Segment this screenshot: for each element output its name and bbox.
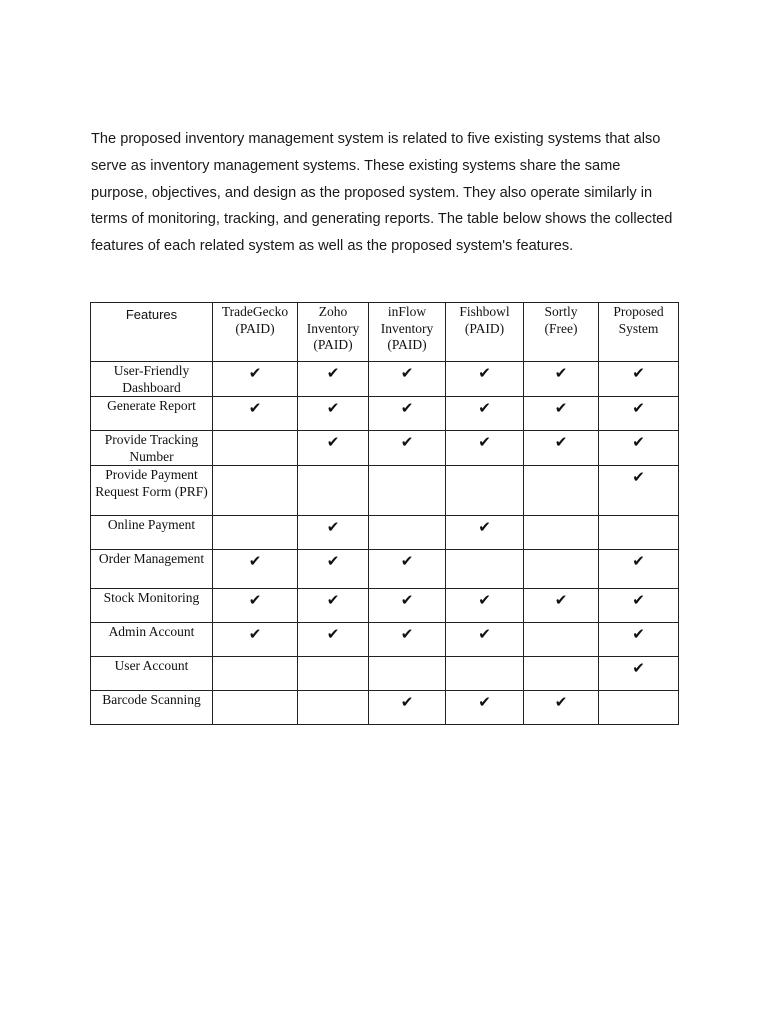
checkmark-icon: ✔	[446, 589, 524, 623]
column-header-label: Zoho Inventory (PAID)	[306, 304, 360, 352]
checkmark-icon: ✔	[213, 550, 298, 589]
feature-name-cell: User Account	[91, 657, 213, 691]
feature-comparison-table	[90, 302, 679, 725]
checkmark-icon: ✔	[298, 623, 369, 657]
checkmark-icon: ✔	[213, 362, 298, 397]
checkmark-icon: ✔	[446, 362, 524, 397]
proposed-system-column-header	[599, 303, 679, 362]
checkmark-icon: ✔	[599, 589, 679, 623]
fishbowl-column-header	[446, 303, 524, 362]
checkmark-icon: ✔	[599, 550, 679, 589]
checkmark-icon: ✔	[213, 623, 298, 657]
checkmark-icon: ✔	[213, 397, 298, 431]
checkmark-icon: ✔	[446, 623, 524, 657]
column-header-label: TradeGecko (PAID)	[221, 304, 289, 336]
sortly-column-header	[524, 303, 599, 362]
checkmark-icon: ✔	[599, 397, 679, 431]
empty-cell	[524, 657, 599, 691]
checkmark-icon: ✔	[298, 362, 369, 397]
checkmark-icon: ✔	[599, 623, 679, 657]
checkmark-icon: ✔	[369, 550, 446, 589]
checkmark-icon: ✔	[599, 657, 679, 691]
intro-paragraph: The proposed inventory management system is related to five existing systems that also serve as inventory management systems. These existing systems share the same purpose, objectives, and design as the proposed system. They also operate similarly in terms of monitoring, tracking, and generating reports. The table below shows the collected features of each related system as well as the proposed system's features.	[91, 131, 673, 255]
checkmark-icon: ✔	[524, 691, 599, 725]
checkmark-icon: ✔	[599, 362, 679, 397]
empty-cell	[298, 657, 369, 691]
checkmark-icon: ✔	[369, 691, 446, 725]
empty-cell	[524, 466, 599, 516]
feature-name-cell: Generate Report	[91, 397, 213, 431]
zoho-inventory-column-header	[298, 303, 369, 362]
table-body	[91, 362, 679, 725]
inflow-inventory-column-header	[369, 303, 446, 362]
empty-cell	[524, 550, 599, 589]
checkmark-icon: ✔	[524, 397, 599, 431]
table-row	[91, 623, 679, 657]
checkmark-icon: ✔	[369, 397, 446, 431]
checkmark-icon: ✔	[298, 516, 369, 550]
checkmark-icon: ✔	[524, 431, 599, 466]
feature-name-cell: Barcode Scanning	[91, 691, 213, 725]
checkmark-icon: ✔	[524, 362, 599, 397]
table-row	[91, 691, 679, 725]
table-row	[91, 466, 679, 516]
empty-cell	[524, 623, 599, 657]
checkmark-icon: ✔	[369, 589, 446, 623]
checkmark-icon: ✔	[446, 516, 524, 550]
column-header-label: Features	[125, 307, 178, 322]
checkmark-icon: ✔	[524, 589, 599, 623]
empty-cell	[446, 550, 524, 589]
checkmark-icon: ✔	[298, 550, 369, 589]
table-row	[91, 431, 679, 466]
checkmark-icon: ✔	[369, 362, 446, 397]
empty-cell	[369, 516, 446, 550]
column-header-label: Sortly (Free)	[544, 304, 578, 336]
feature-name-cell: Provide Tracking Number	[91, 431, 213, 466]
feature-name-cell: Stock Monitoring	[91, 589, 213, 623]
table-row	[91, 397, 679, 431]
feature-name-cell: User-Friendly Dashboard	[91, 362, 213, 397]
empty-cell	[369, 657, 446, 691]
empty-cell	[213, 657, 298, 691]
checkmark-icon: ✔	[369, 623, 446, 657]
empty-cell	[446, 466, 524, 516]
column-header-label: Fishbowl (PAID)	[459, 304, 510, 336]
empty-cell	[298, 691, 369, 725]
feature-name-cell: Order Management	[91, 550, 213, 589]
empty-cell	[446, 657, 524, 691]
features-column-header	[91, 303, 213, 362]
checkmark-icon: ✔	[298, 431, 369, 466]
empty-cell	[599, 516, 679, 550]
table-row	[91, 516, 679, 550]
feature-name-cell: Provide Payment Request Form (PRF)	[91, 466, 213, 516]
column-header-label: inFlow Inventory (PAID)	[380, 304, 434, 352]
checkmark-icon: ✔	[599, 466, 679, 516]
feature-name-cell: Admin Account	[91, 623, 213, 657]
feature-name-cell: Online Payment	[91, 516, 213, 550]
empty-cell	[213, 466, 298, 516]
checkmark-icon: ✔	[446, 691, 524, 725]
table-row	[91, 550, 679, 589]
empty-cell	[599, 691, 679, 725]
checkmark-icon: ✔	[369, 431, 446, 466]
empty-cell	[213, 516, 298, 550]
checkmark-icon: ✔	[446, 431, 524, 466]
table-row	[91, 589, 679, 623]
empty-cell	[369, 466, 446, 516]
column-header-label: Proposed System	[613, 304, 664, 336]
empty-cell	[298, 466, 369, 516]
checkmark-icon: ✔	[446, 397, 524, 431]
empty-cell	[213, 691, 298, 725]
tradegecko-column-header	[213, 303, 298, 362]
checkmark-icon: ✔	[599, 431, 679, 466]
empty-cell	[213, 431, 298, 466]
checkmark-icon: ✔	[213, 589, 298, 623]
checkmark-icon: ✔	[298, 589, 369, 623]
empty-cell	[524, 516, 599, 550]
table-header-row	[91, 303, 679, 362]
checkmark-icon: ✔	[298, 397, 369, 431]
table-row	[91, 362, 679, 397]
table-row	[91, 657, 679, 691]
